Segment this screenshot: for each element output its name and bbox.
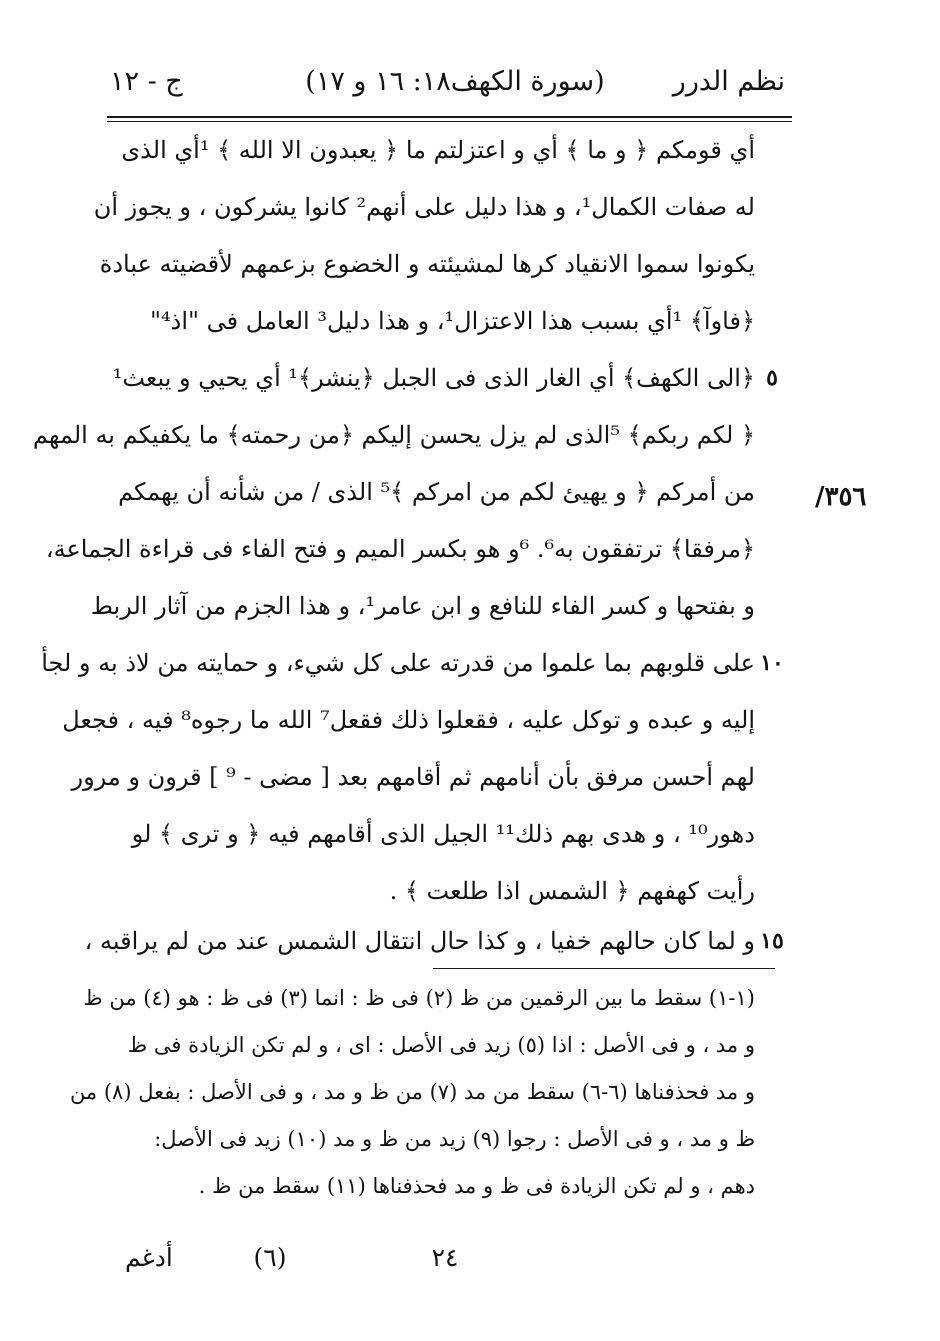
page-number: ٢٤ — [431, 1243, 459, 1272]
text-line: و لما كان حالهم خفيا ، و كذا حال انتقال الشمس عند من لم يراقبه ، — [84, 927, 755, 955]
manuscript-folio-reference: /٣٥٦ — [815, 482, 867, 512]
text-line: من أمركم ﴿ و يهيئ لكم من امركم ﴾⁵ الذى / من شأنه أن يهمكم — [118, 478, 755, 506]
text-line: لهم أحسن مرفق بأن أنامهم ثم أقامهم بعد [ مضى - ⁹ ] قرون و مرور — [71, 763, 755, 791]
header-rule-thick — [107, 116, 792, 118]
running-sura-reference: (سورة الكهف١٨: ١٦ و ١٧) — [305, 66, 605, 97]
footnote-line: ظ و مد ، و فى الأصل : رجوا (٩) زيد من ظ و مد (١٠) زيد فى الأصل: — [154, 1127, 755, 1151]
running-part-number: ج - ١٢ — [110, 66, 183, 97]
text-line: ﴿مرفقا﴾ ترتفقون به⁶. ⁶و هو بكسر الميم و فتح الفاء فى قراءة الجماعة، — [45, 535, 755, 563]
line-number: ٥ — [766, 365, 778, 391]
text-line: ﴿الى الكهف﴾ أي الغار الذى فى الجبل ﴿ينشر﴾¹ أي يحيي و يبعث¹ — [112, 364, 755, 392]
text-line: دهور¹⁰ ، و هدى بهم ذلك¹¹ الجيل الذى أقامهم فيه ﴿ و ترى ﴾ لو — [131, 820, 755, 848]
footnote-line: (١-١) سقط ما بين الرقمين من ظ (٢) فى ظ : انما (٣) فى ظ : هو (٤) من ظ — [83, 986, 755, 1010]
line-number: ١٥ — [760, 928, 784, 954]
footnote-line: و مد ، و فى الأصل : اذا (٥) زيد فى الأصل : اى ، و لم تكن الزيادة فى ظ — [127, 1033, 755, 1057]
text-line: يكونوا سموا الانقياد كرها لمشيئته و الخضوع بزعمهم لأقضيته عبادة — [99, 250, 755, 278]
text-line: و بفتحها و كسر الفاء للنافع و ابن عامر¹، و هذا الجزم من آثار الربط — [90, 592, 755, 620]
text-line: ﴿فاوآ﴾ ¹أي بسبب هذا الاعتزال¹، و هذا دليل³ العامل فى "اذ⁴" — [149, 307, 755, 335]
footnote-line: و مد فحذفناها (٦-٦) سقط من مد (٧) من ظ و مد ، و فى الأصل : بفعل (٨) من — [69, 1080, 755, 1104]
text-line: على قلوبهم بما علموا من قدرته على كل شيء، و حمايته من لاذ به و لجأ — [41, 649, 755, 677]
footnote-line: دهم ، و لم تكن الزيادة فى ظ و مد فحذفناها (١١) سقط من ظ . — [198, 1174, 755, 1198]
line-number: ١٠ — [760, 650, 784, 676]
text-line: أي قومكم ﴿ و ما ﴾ أي و اعتزلتم ما ﴿ يعبدون الا الله ﴾ ¹أي الذى — [121, 136, 755, 164]
text-line: رأيت كهفهم ﴿ الشمس اذا طلعت ﴾ . — [389, 877, 755, 905]
catchword: أدغم — [125, 1243, 173, 1272]
text-line: ﴿ لكم ربكم﴾ ⁵الذى لم يزل يحسن إليكم ﴿من رحمته﴾ ما يكفيكم به المهم — [32, 421, 755, 449]
text-line: إليه و عبده و توكل عليه ، فقعلوا ذلك فقعل⁷ الله ما رجوه⁸ فيه ، فجعل — [62, 706, 755, 734]
header-rule-thin — [107, 121, 792, 122]
running-title: نظم الدرر — [672, 66, 785, 97]
signature-mark: (٦) — [253, 1243, 287, 1272]
text-line: له صفات الكمال¹، و هذا دليل على أنهم² كانوا يشركون ، و يجوز أن — [93, 193, 755, 221]
footnote-separator — [433, 968, 775, 969]
